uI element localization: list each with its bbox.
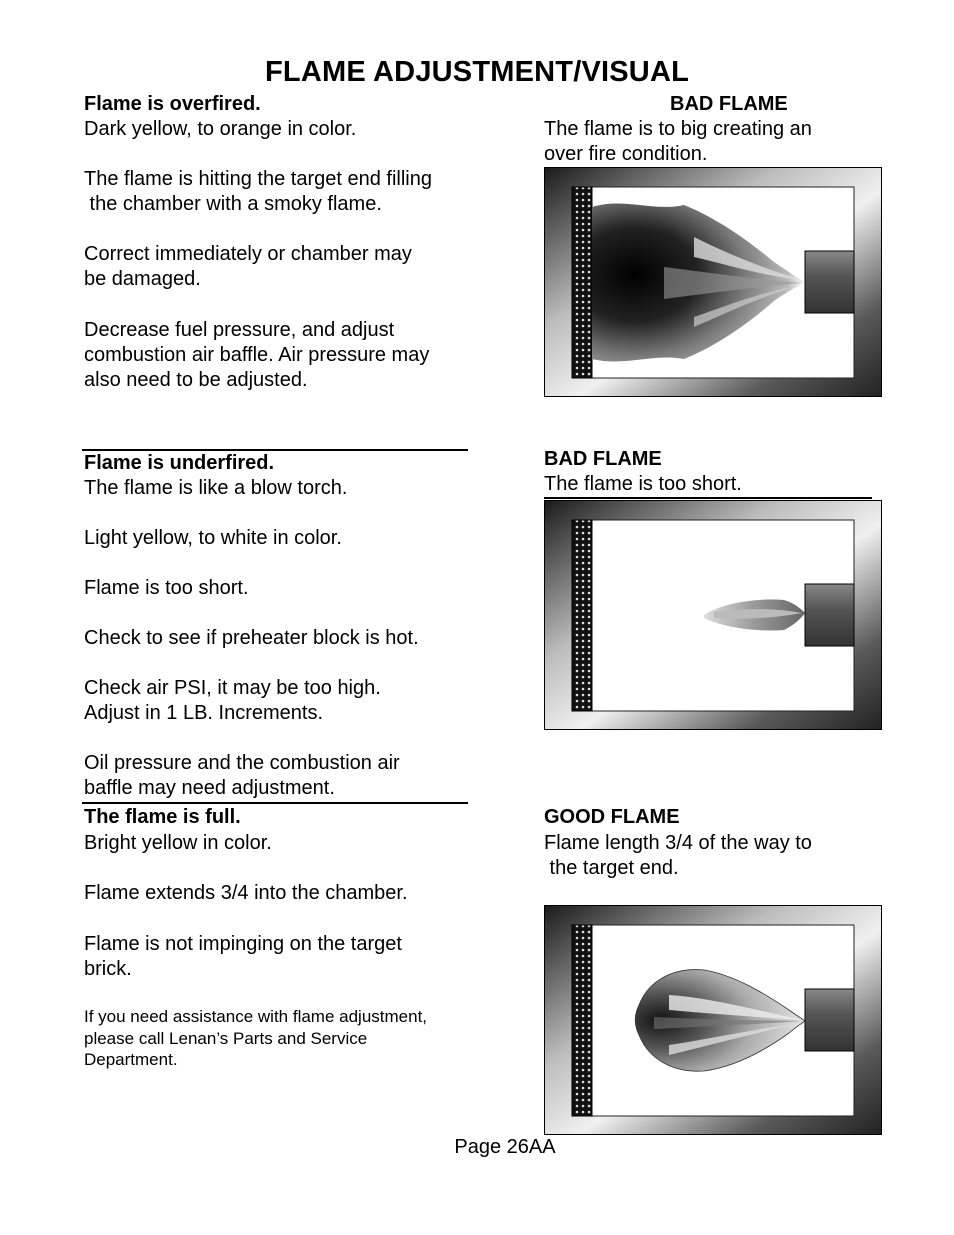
full-line-color: Bright yellow in color. bbox=[84, 832, 272, 854]
figure-2-underline bbox=[544, 497, 872, 499]
figure-2-label: BAD FLAME bbox=[544, 448, 662, 470]
underfired-line-baffle: Oil pressure and the combustion air baffle may need adjustment. bbox=[84, 752, 400, 799]
underfired-line-color: Light yellow, to white in color. bbox=[84, 527, 342, 549]
page-title: FLAME ADJUSTMENT/VISUAL bbox=[264, 56, 690, 88]
underfired-heading: Flame is underfired. bbox=[84, 452, 275, 474]
full-line-impinging: Flame is not impinging on the target brick. bbox=[84, 933, 402, 980]
figure-1-label: BAD FLAME bbox=[670, 93, 788, 115]
figure-2-caption: The flame is too short. bbox=[544, 473, 742, 495]
page-number: Page 26AA bbox=[454, 1136, 556, 1158]
full-line-extends: Flame extends 3/4 into the chamber. bbox=[84, 882, 408, 904]
full-flame-diagram bbox=[544, 905, 882, 1135]
underfired-line-torch: The flame is like a blow torch. bbox=[84, 477, 348, 499]
section-divider-2 bbox=[82, 802, 468, 804]
overfired-line-target: The flame is hitting the target end filling the chamber with a smoky flame. bbox=[84, 168, 432, 215]
assistance-note: If you need assistance with flame adjustment, please call Lenan’s Parts and Service Department. bbox=[84, 1007, 428, 1069]
overfired-line-color: Dark yellow, to orange in color. bbox=[84, 118, 357, 140]
underfired-line-preheater: Check to see if preheater block is hot. bbox=[84, 627, 419, 649]
underfired-line-psi: Check air PSI, it may be too high. Adjust in 1 LB. Increments. bbox=[84, 677, 381, 724]
underfired-line-short: Flame is too short. bbox=[84, 577, 249, 599]
overfired-flame-diagram bbox=[544, 167, 882, 397]
figure-1-caption: The flame is to big creating an over fire condition. bbox=[544, 118, 812, 165]
figure-3-label: GOOD FLAME bbox=[544, 806, 680, 828]
overfired-line-damage: Correct immediately or chamber may be damaged. bbox=[84, 243, 412, 290]
overfired-heading: Flame is overfired. bbox=[84, 93, 261, 115]
full-heading: The flame is full. bbox=[84, 806, 241, 828]
overfired-line-adjust: Decrease fuel pressure, and adjust combustion air baffle. Air pressure may also need to be adjusted. bbox=[84, 319, 430, 391]
underfired-flame-diagram bbox=[544, 500, 882, 730]
figure-3-caption: Flame length 3/4 of the way to the target end. bbox=[544, 832, 812, 879]
